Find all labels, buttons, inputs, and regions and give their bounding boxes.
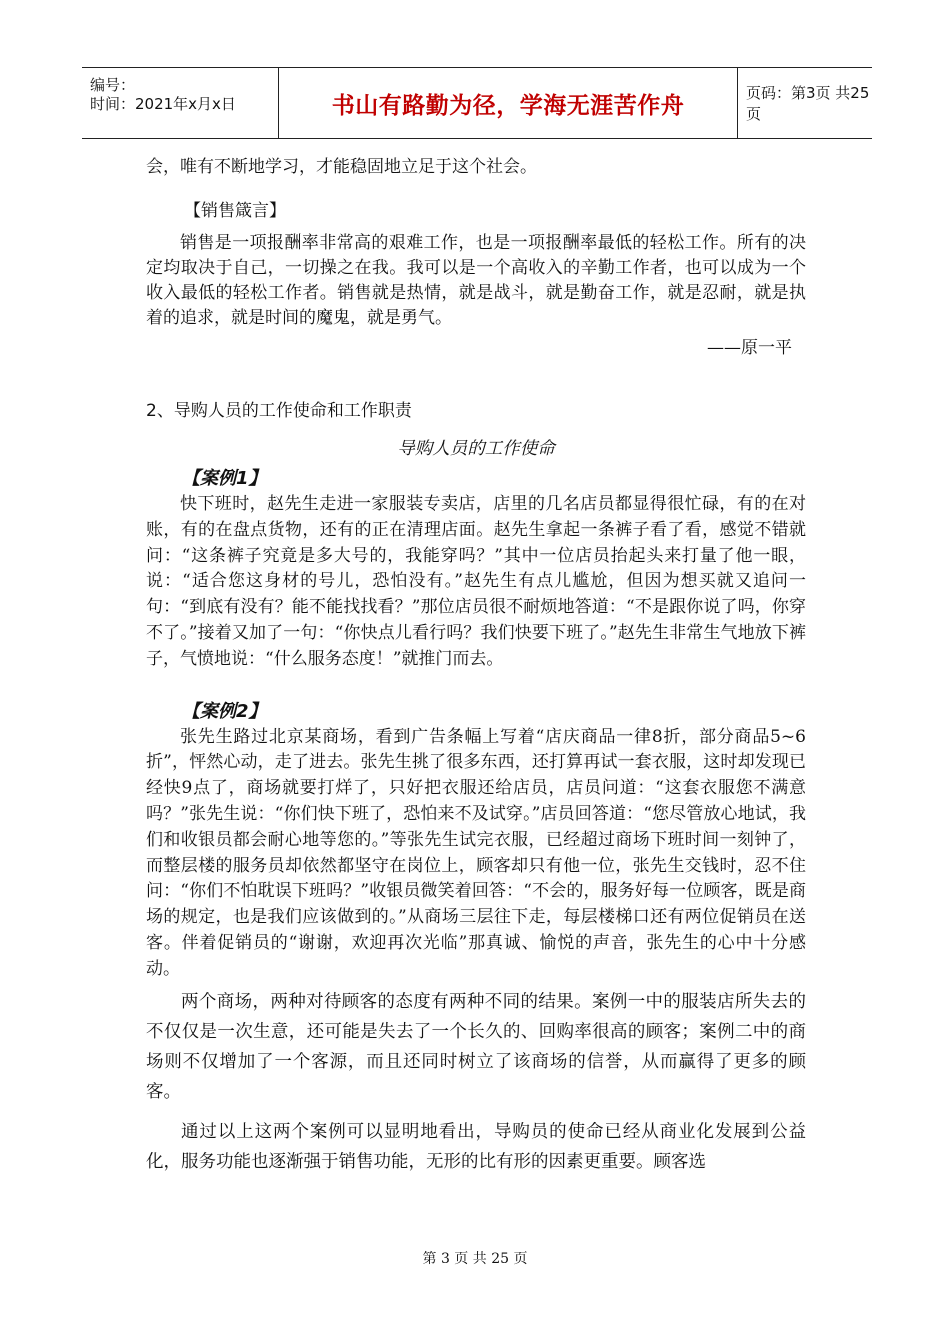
- case2-text: 张先生路过北京某商场，看到广告条幅上写着“店庆商品一律8折，部分商品5~6折”，怦然心动，走了进去。张先生挑了很多东西，还打算再试一套衣服，这时却发现已经快9点了，商场就要打烊了，只好把衣服还给店员，店员问道：“这套衣服您不满意吗？”张先生说：“你们快下班了，恐怕来不及试穿。”店员回答道：“您尽管放心地试，我们和收银员都会耐心地等您的。”等张先生试完衣服，已经超过商场下班时间一刻钟了，而整层楼的服务员却依然都坚守在岗位上，顾客却只有他一位，张先生交钱时，忍不住问：“你们不怕耽误下班吗？”收银员微笑着回答：“不会的，服务好每一位顾客，既是商场的规定，也是我们应该做到的。”从商场三层往下走，每层楼梯口还有两位促销员在送客。伴着促销员的“谢谢，欢迎再次光临”那真诚、愉悦的声音，张先生的心中十分感动。: [146, 726, 806, 979]
- header-motto: 书山有路勤为径，学海无涯苦作舟: [331, 92, 685, 119]
- carry-over-paragraph: 会，唯有不断地学习，才能稳固地立足于这个社会。: [146, 157, 537, 177]
- case1-text: 快下班时，赵先生走进一家服装专卖店，店里的几名店员都显得很忙碌，有的在对账，有的在盘点货物，还有的正在清理店面。赵先生拿起一条裤子看了看，感觉不错就问：“这条裤子究竟是多大号的，我能穿吗？”其中一位店员抬起头来打量了他一眼，说：“适合您这身材的号儿，恐怕没有。”赵先生有点儿尴尬，但因为想买就又追问一句：“到底有没有？能不能找找看？”那位店员很不耐烦地答道：“不是跟你说了吗，你穿不了。”接着又加了一句：“你快点儿看行吗？我们快要下班了。”赵先生非常生气地放下裤子，气愤地说：“什么服务态度！”就推门而去。: [146, 494, 806, 669]
- header-motto-cell: [278, 68, 738, 138]
- section-heading: 2、导购人员的工作使命和工作职责: [146, 401, 412, 421]
- subsection-title: 导购人员的工作使命: [397, 439, 555, 459]
- page-header: [82, 67, 872, 139]
- summary-paragraph-1: 两个商场，两种对待顾客的态度有两种不同的结果。案例一中的服装店所失去的不仅仅是一次生意，还可能是失去了一个长久的、回购率很高的顾客；案例二中的商场则不仅增加了一个客源，而且还同时树立了该商场的信誉，从而赢得了更多的顾客。: [146, 991, 806, 1102]
- document-body: [146, 155, 806, 1177]
- document-date: 时间：2021年x月x日: [90, 95, 236, 113]
- case1-label: 【案例1】: [182, 468, 267, 489]
- header-meta: [82, 68, 278, 138]
- document-number-label: 编号：: [90, 76, 136, 94]
- page-footer: 第 3 页 共 25 页: [422, 1251, 528, 1267]
- proverb-text: 销售是一项报酬率非常高的艰难工作，也是一项报酬率最低的轻松工作。所有的决定均取决于自己，一切操之在我。我可以是一个高收入的辛勤工作者，也可以成为一个收入最低的轻松工作者。销售就是热情，就是战斗，就是勤奋工作，就是忍耐，就是执着的追求，就是时间的魔鬼，就是勇气。: [146, 233, 806, 328]
- header-page-info: 页码：第3页 共25页: [746, 84, 870, 123]
- case2-label: 【案例2】: [182, 700, 267, 722]
- proverb-author: ——原一平: [707, 338, 792, 358]
- proverb-title: 【销售箴言】: [184, 201, 286, 221]
- summary-paragraph-2: 通过以上这两个案例可以显明地看出，导购员的使命已经从商业化发展到公益化，服务功能也逐渐强于销售功能，无形的比有形的因素更重要。顾客选: [146, 1121, 806, 1172]
